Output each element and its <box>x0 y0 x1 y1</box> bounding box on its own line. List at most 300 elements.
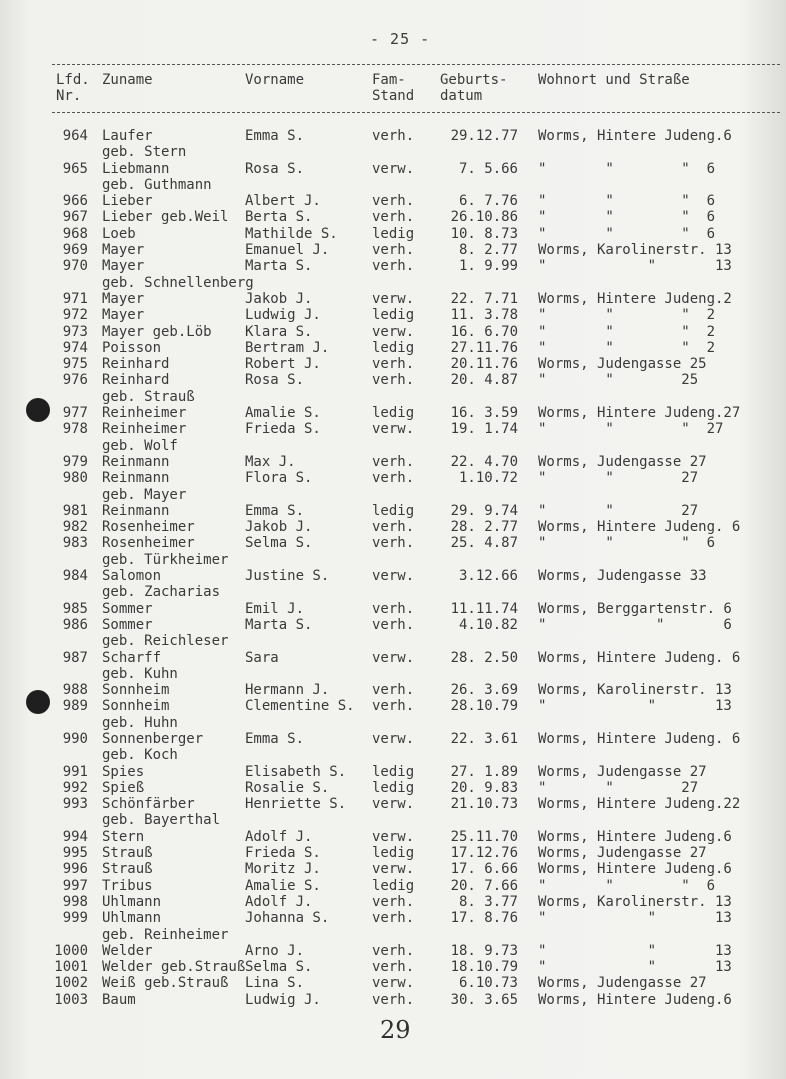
birth-date: 30. 3.65 <box>450 991 518 1008</box>
entry-number: 975 <box>62 356 88 373</box>
address: " " " 2 <box>538 339 716 356</box>
first-name: Robert J. <box>245 356 321 373</box>
table-row <box>0 470 786 486</box>
entry-number: 981 <box>62 502 88 519</box>
surname: Sonnenberger <box>102 730 204 747</box>
first-name: Amalie S. <box>245 877 321 894</box>
address: " " 13 <box>538 910 732 927</box>
address: " " " 6 <box>538 225 716 242</box>
entry-number: 991 <box>62 763 88 780</box>
marital-status: ledig <box>372 877 415 894</box>
table-row <box>0 177 786 193</box>
address: " " 13 <box>538 959 732 976</box>
surname: geb. Guthmann <box>102 176 212 193</box>
address: " " " 6 <box>538 877 716 894</box>
table-row <box>0 829 786 845</box>
entry-number: 997 <box>62 877 88 894</box>
marital-status: ledig <box>372 225 415 242</box>
entry-number: 992 <box>62 779 88 796</box>
surname: Strauß <box>102 861 153 878</box>
table-row <box>0 144 786 160</box>
first-name: Amalie S. <box>245 405 321 422</box>
surname: Reinhard <box>102 372 170 389</box>
marital-status: verh. <box>372 698 415 715</box>
address: " " 27 <box>538 502 699 519</box>
entry-number: 990 <box>62 730 88 747</box>
surname: Reinmann <box>102 470 170 487</box>
table-row <box>0 878 786 894</box>
table-row <box>0 291 786 307</box>
first-name: Moritz J. <box>245 861 321 878</box>
marital-status: verw. <box>372 290 415 307</box>
marital-status: verh. <box>372 682 415 699</box>
address: " " " 6 <box>538 209 716 226</box>
marital-status: verw. <box>372 649 415 666</box>
surname: Reinheimer <box>102 405 187 422</box>
entry-number: 979 <box>62 453 88 470</box>
first-name: Adolf J. <box>245 893 313 910</box>
first-name: Frieda S. <box>245 421 321 438</box>
first-name: Berta S. <box>245 209 313 226</box>
surname: Lieber <box>102 193 153 210</box>
address: " " 13 <box>538 698 732 715</box>
birth-date: 8. 3.77 <box>458 893 518 910</box>
birth-date: 1.10.72 <box>458 470 518 487</box>
marital-status: verh. <box>372 453 415 470</box>
table-row <box>0 650 786 666</box>
surname: Rosenheimer <box>102 535 195 552</box>
birth-date: 17. 6.66 <box>450 861 518 878</box>
first-name: Justine S. <box>245 568 330 585</box>
table-row <box>0 910 786 926</box>
birth-date: 4.10.82 <box>458 616 518 633</box>
birth-date: 1. 9.99 <box>458 258 518 275</box>
surname: Laufer <box>102 128 153 144</box>
surname: Poisson <box>102 339 162 356</box>
header-fam: Fam- <box>372 72 406 88</box>
address: " " " 6 <box>538 535 716 552</box>
entry-number: 984 <box>62 568 88 585</box>
table-row <box>0 992 786 1008</box>
address: " " 13 <box>538 942 732 959</box>
table-row <box>0 209 786 225</box>
table-row <box>0 421 786 437</box>
marital-status: verh. <box>372 193 415 210</box>
surname: Sommer <box>102 600 153 617</box>
first-name: Klara S. <box>245 323 313 340</box>
table-row <box>0 324 786 340</box>
marital-status: ledig <box>372 405 415 422</box>
address: Worms, Karolinerstr. 13 <box>538 242 732 259</box>
first-name: Emil J. <box>245 600 305 617</box>
surname: geb. Schnellenberg <box>102 274 254 291</box>
first-name: Ludwig J. <box>245 307 321 324</box>
marital-status: verh. <box>372 535 415 552</box>
address: Worms, Hintere Judeng.22 <box>538 796 741 813</box>
marital-status: ledig <box>372 763 415 780</box>
birth-date: 7. 5.66 <box>458 160 518 177</box>
address: Worms, Berggartenstr. 6 <box>538 600 732 617</box>
punch-hole-bottom <box>26 690 50 714</box>
table-row <box>0 503 786 519</box>
surname: Spies <box>102 763 145 780</box>
address: " " " 2 <box>538 323 716 340</box>
surname: geb. Reichleser <box>102 633 229 650</box>
address: Worms, Judengasse 27 <box>538 453 707 470</box>
first-name: Bertram J. <box>245 339 330 356</box>
birth-date: 22. 3.61 <box>450 730 518 747</box>
address: Worms, Hintere Judeng. 6 <box>538 730 741 747</box>
birth-date: 18.10.79 <box>450 959 518 976</box>
entry-number: 1003 <box>54 991 88 1008</box>
marital-status: verw. <box>372 730 415 747</box>
entry-number: 976 <box>62 372 88 389</box>
surname: Reinhard <box>102 356 170 373</box>
birth-date: 27. 1.89 <box>450 763 518 780</box>
header-top-rule <box>52 64 780 65</box>
table-row <box>0 193 786 209</box>
surname: Salomon <box>102 568 162 585</box>
birth-date: 25.11.70 <box>450 828 518 845</box>
table-row <box>0 698 786 714</box>
surname: Scharff <box>102 649 162 666</box>
surname: Liebmann <box>102 160 170 177</box>
table-row <box>0 552 786 568</box>
marital-status: verh. <box>372 600 415 617</box>
table-row <box>0 682 786 698</box>
birth-date: 26.10.86 <box>450 209 518 226</box>
birth-date: 18. 9.73 <box>450 942 518 959</box>
entry-number: 986 <box>62 616 88 633</box>
surname: Sonnheim <box>102 698 170 715</box>
birth-date: 11. 3.78 <box>450 307 518 324</box>
address: Worms, Judengasse 33 <box>538 568 707 585</box>
birth-date: 20. 9.83 <box>450 779 518 796</box>
first-name: Lina S. <box>245 975 305 992</box>
surname: Weiß geb.Strauß <box>102 975 229 992</box>
entry-number: 1001 <box>54 959 88 976</box>
table-row <box>0 894 786 910</box>
surname: geb. Kuhn <box>102 665 178 682</box>
surname: Welder <box>102 942 153 959</box>
surname: Welder geb.Strauß <box>102 959 246 976</box>
birth-date: 21.10.73 <box>450 796 518 813</box>
surname: geb. Türkheimer <box>102 551 229 568</box>
footer-number: 29 <box>380 1016 411 1044</box>
address: Worms, Judengasse 27 <box>538 845 707 862</box>
surname: Stern <box>102 828 145 845</box>
address: " " " 2 <box>538 307 716 324</box>
table-row <box>0 633 786 649</box>
first-name: Max J. <box>245 453 296 470</box>
entry-number: 970 <box>62 258 88 275</box>
marital-status: verw. <box>372 568 415 585</box>
table-row <box>0 372 786 388</box>
entry-number: 968 <box>62 225 88 242</box>
birth-date: 10. 8.73 <box>450 225 518 242</box>
address: " " 27 <box>538 779 699 796</box>
marital-status: verh. <box>372 893 415 910</box>
first-name: Mathilde S. <box>245 225 338 242</box>
address: Worms, Judengasse 27 <box>538 975 707 992</box>
marital-status: verh. <box>372 991 415 1008</box>
table-row <box>0 584 786 600</box>
table-row <box>0 568 786 584</box>
table-row <box>0 780 786 796</box>
address: Worms, Hintere Judeng.6 <box>538 991 732 1008</box>
first-name: Selma S. <box>245 959 313 976</box>
first-name: Flora S. <box>245 470 313 487</box>
surname: Strauß <box>102 845 153 862</box>
address: Worms, Hintere Judeng. 6 <box>538 519 741 536</box>
birth-date: 20. 7.66 <box>450 877 518 894</box>
marital-status: ledig <box>372 339 415 356</box>
marital-status: ledig <box>372 779 415 796</box>
surname: Reinmann <box>102 453 170 470</box>
surname: Mayer <box>102 242 145 259</box>
address: Worms, Hintere Judeng.6 <box>538 828 732 845</box>
marital-status: verh. <box>372 128 415 144</box>
surname: geb. Zacharias <box>102 584 221 601</box>
entry-number: 966 <box>62 193 88 210</box>
entry-number: 977 <box>62 405 88 422</box>
address: Worms, Karolinerstr. 13 <box>538 682 732 699</box>
table-row <box>0 617 786 633</box>
entry-number: 969 <box>62 242 88 259</box>
table-row <box>0 812 786 828</box>
table-row <box>0 927 786 943</box>
birth-date: 16. 6.70 <box>450 323 518 340</box>
surname: Spieß <box>102 779 145 796</box>
address: Worms, Karolinerstr. 13 <box>538 893 732 910</box>
marital-status: verh. <box>372 942 415 959</box>
birth-date: 25. 4.87 <box>450 535 518 552</box>
birth-date: 8. 2.77 <box>458 242 518 259</box>
address: " " 27 <box>538 470 699 487</box>
table-row <box>0 747 786 763</box>
surname: Rosenheimer <box>102 519 195 536</box>
punch-hole-top <box>26 398 50 422</box>
address: Worms, Hintere Judeng.6 <box>538 128 732 144</box>
first-name: Henriette S. <box>245 796 347 813</box>
table-row <box>0 975 786 991</box>
address: " " " 6 <box>538 160 716 177</box>
entry-number: 972 <box>62 307 88 324</box>
header-nr: Nr. <box>56 88 82 104</box>
surname: Loeb <box>102 225 136 242</box>
entry-number: 1002 <box>54 975 88 992</box>
page-number: - 25 - <box>370 30 431 48</box>
first-name: Emma S. <box>245 502 305 519</box>
table-row <box>0 128 786 144</box>
entry-number: 967 <box>62 209 88 226</box>
table-row <box>0 731 786 747</box>
entry-number: 989 <box>62 698 88 715</box>
header-geburts: Geburts- <box>440 72 508 88</box>
entry-number: 995 <box>62 845 88 862</box>
first-name: Emanuel J. <box>245 242 330 259</box>
surname: geb. Huhn <box>102 714 178 731</box>
address: " " 13 <box>538 258 732 275</box>
address: " " " 6 <box>538 193 716 210</box>
marital-status: ledig <box>372 845 415 862</box>
first-name: Clementine S. <box>245 698 355 715</box>
first-name: Albert J. <box>245 193 321 210</box>
surname: geb. Reinheimer <box>102 926 229 943</box>
surname: geb. Wolf <box>102 437 178 454</box>
entry-number: 998 <box>62 893 88 910</box>
birth-date: 19. 1.74 <box>450 421 518 438</box>
table-row <box>0 796 786 812</box>
surname: Mayer geb.Löb <box>102 323 212 340</box>
entry-number: 965 <box>62 160 88 177</box>
surname: Mayer <box>102 290 145 307</box>
birth-date: 22. 7.71 <box>450 290 518 307</box>
address: " " " 27 <box>538 421 724 438</box>
table-row <box>0 519 786 535</box>
first-name: Johanna S. <box>245 910 330 927</box>
birth-date: 28.10.79 <box>450 698 518 715</box>
header-wohnort: Wohnort und Straße <box>538 72 690 88</box>
surname: geb. Mayer <box>102 486 187 503</box>
marital-status: verw. <box>372 861 415 878</box>
surname: geb. Stern <box>102 144 187 161</box>
surname: Baum <box>102 991 136 1008</box>
first-name: Emma S. <box>245 128 305 144</box>
entry-number: 994 <box>62 828 88 845</box>
header-stand: Stand <box>372 88 415 104</box>
birth-date: 22. 4.70 <box>450 453 518 470</box>
table-row <box>0 242 786 258</box>
header-lfd: Lfd. <box>56 72 90 88</box>
first-name: Rosa S. <box>245 372 305 389</box>
surname: geb. Strauß <box>102 388 195 405</box>
birth-date: 17.12.76 <box>450 845 518 862</box>
surname: Lieber geb.Weil <box>102 209 229 226</box>
table-row <box>0 535 786 551</box>
birth-date: 29.12.77 <box>450 128 518 144</box>
table-row <box>0 861 786 877</box>
first-name: Sara <box>245 649 279 666</box>
table-row <box>0 405 786 421</box>
marital-status: verh. <box>372 959 415 976</box>
marital-status: verh. <box>372 519 415 536</box>
marital-status: verh. <box>372 242 415 259</box>
surname: Sommer <box>102 616 153 633</box>
entry-number: 964 <box>62 128 88 144</box>
table-row <box>0 258 786 274</box>
entry-number: 982 <box>62 519 88 536</box>
first-name: Marta S. <box>245 258 313 275</box>
surname: Mayer <box>102 258 145 275</box>
table-row <box>0 340 786 356</box>
table-row <box>0 845 786 861</box>
first-name: Rosalie S. <box>245 779 330 796</box>
first-name: Elisabeth S. <box>245 763 347 780</box>
first-name: Marta S. <box>245 616 313 633</box>
table-row <box>0 666 786 682</box>
table-row <box>0 454 786 470</box>
register-table <box>0 128 786 1008</box>
marital-status: verw. <box>372 975 415 992</box>
header-vorname: Vorname <box>245 72 305 88</box>
marital-status: verw. <box>372 796 415 813</box>
table-row <box>0 389 786 405</box>
first-name: Adolf J. <box>245 828 313 845</box>
table-row <box>0 307 786 323</box>
surname: Reinheimer <box>102 421 187 438</box>
birth-date: 27.11.76 <box>450 339 518 356</box>
birth-date: 20. 4.87 <box>450 372 518 389</box>
marital-status: verh. <box>372 372 415 389</box>
table-row <box>0 356 786 372</box>
surname: Mayer <box>102 307 145 324</box>
birth-date: 17. 8.76 <box>450 910 518 927</box>
birth-date: 6.10.73 <box>458 975 518 992</box>
table-row <box>0 275 786 291</box>
address: Worms, Judengasse 25 <box>538 356 707 373</box>
entry-number: 973 <box>62 323 88 340</box>
address: Worms, Hintere Judeng. 6 <box>538 649 741 666</box>
address: " " 25 <box>538 372 699 389</box>
surname: Tribus <box>102 877 153 894</box>
entry-number: 983 <box>62 535 88 552</box>
surname: Sonnheim <box>102 682 170 699</box>
birth-date: 6. 7.76 <box>458 193 518 210</box>
table-row <box>0 438 786 454</box>
entry-number: 988 <box>62 682 88 699</box>
entry-number: 985 <box>62 600 88 617</box>
surname: Uhlmann <box>102 910 162 927</box>
marital-status: verh. <box>372 209 415 226</box>
table-row <box>0 943 786 959</box>
marital-status: verw. <box>372 160 415 177</box>
first-name: Selma S. <box>245 535 313 552</box>
entry-number: 987 <box>62 649 88 666</box>
birth-date: 16. 3.59 <box>450 405 518 422</box>
address: Worms, Judengasse 27 <box>538 763 707 780</box>
first-name: Hermann J. <box>245 682 330 699</box>
entry-number: 999 <box>62 910 88 927</box>
entry-number: 996 <box>62 861 88 878</box>
header-datum: datum <box>440 88 483 104</box>
first-name: Frieda S. <box>245 845 321 862</box>
entry-number: 971 <box>62 290 88 307</box>
address: Worms, Hintere Judeng.27 <box>538 405 741 422</box>
entry-number: 993 <box>62 796 88 813</box>
table-row <box>0 715 786 731</box>
entry-number: 980 <box>62 470 88 487</box>
birth-date: 28. 2.50 <box>450 649 518 666</box>
marital-status: verh. <box>372 910 415 927</box>
birth-date: 29. 9.74 <box>450 502 518 519</box>
table-row <box>0 161 786 177</box>
entry-number: 978 <box>62 421 88 438</box>
entry-number: 1000 <box>54 942 88 959</box>
table-row <box>0 764 786 780</box>
birth-date: 20.11.76 <box>450 356 518 373</box>
marital-status: verh. <box>372 616 415 633</box>
table-row <box>0 226 786 242</box>
marital-status: verh. <box>372 258 415 275</box>
marital-status: ledig <box>372 502 415 519</box>
address: " " 6 <box>538 616 732 633</box>
birth-date: 3.12.66 <box>458 568 518 585</box>
first-name: Jakob J. <box>245 290 313 307</box>
surname: Uhlmann <box>102 893 162 910</box>
marital-status: verh. <box>372 470 415 487</box>
table-row <box>0 959 786 975</box>
